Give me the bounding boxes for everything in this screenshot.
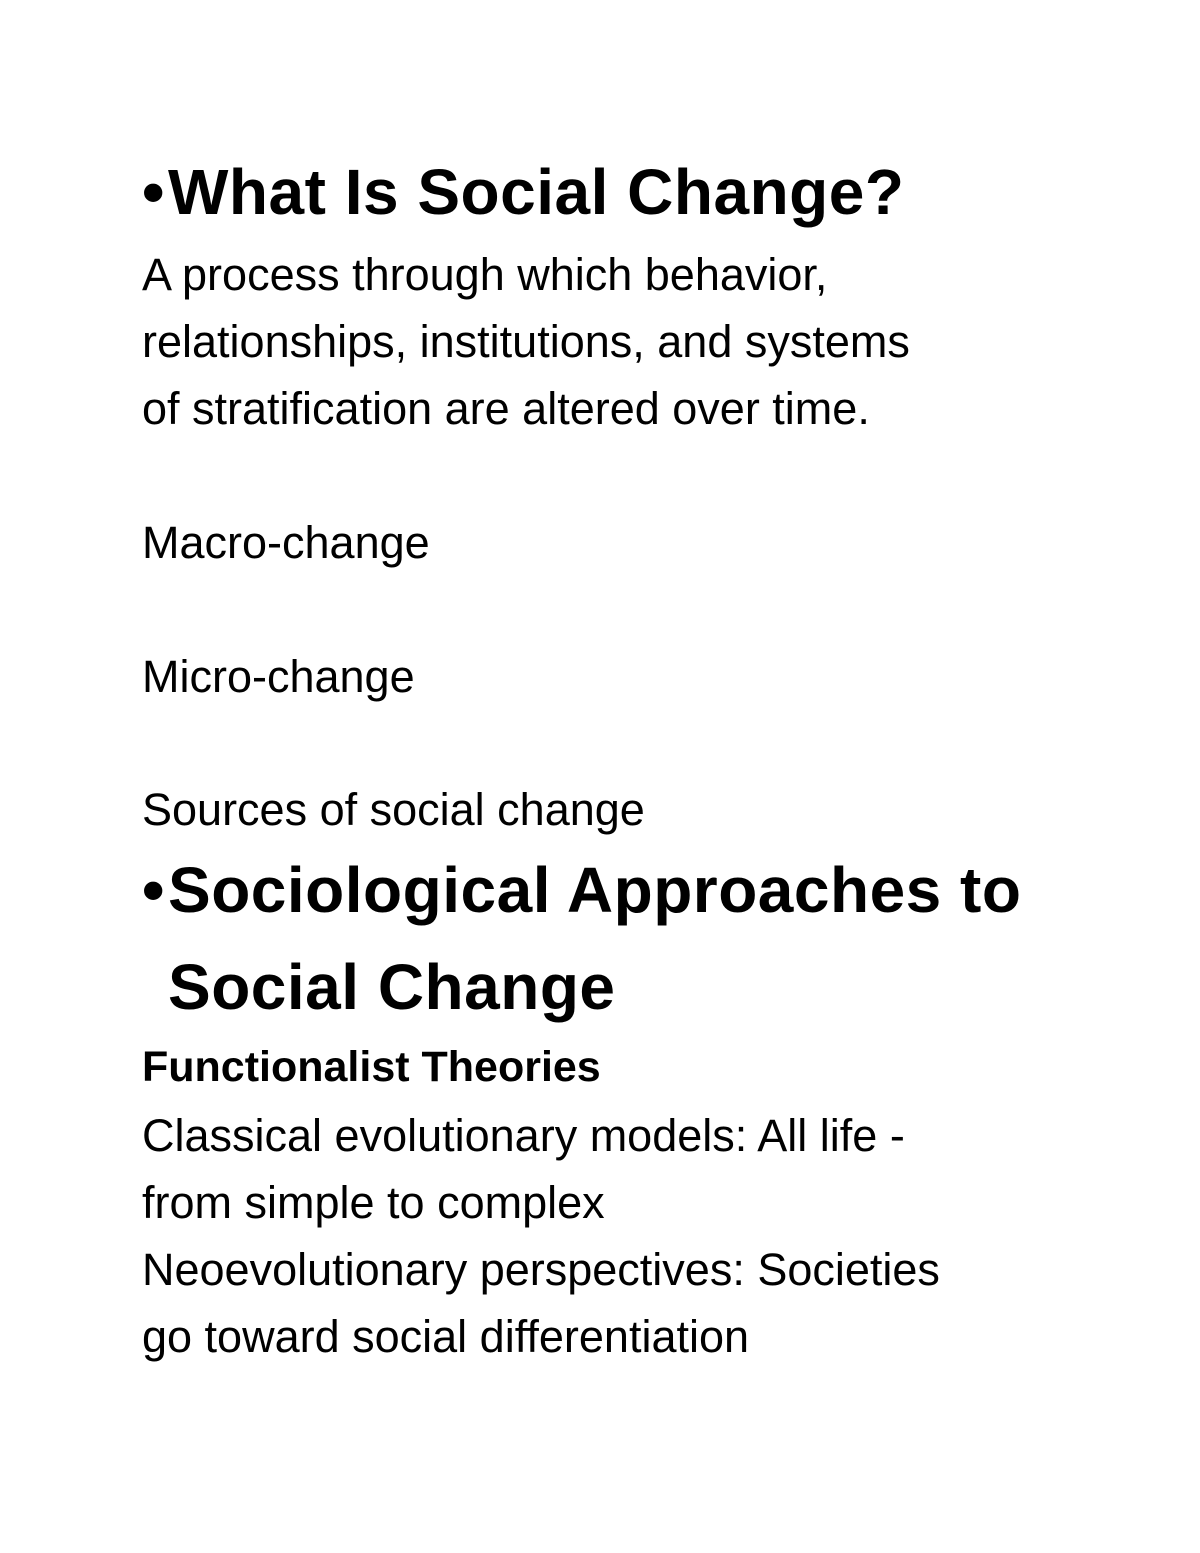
list-item-sources-of-social-change: Sources of social change xyxy=(142,784,645,835)
bullet-glyph: • xyxy=(142,854,165,926)
section-title: What Is Social Change? xyxy=(168,156,905,228)
bullet-glyph: • xyxy=(142,156,165,228)
section-title-line: Sociological Approaches to xyxy=(168,854,1022,926)
section-title-line: Social Change xyxy=(168,951,616,1023)
list-item-micro-change: Micro-change xyxy=(142,651,415,702)
body-line: Neoevolutionary perspectives: Societies xyxy=(142,1244,940,1295)
section-heading-sociological-approaches xyxy=(142,854,1022,926)
body-line: from simple to complex xyxy=(142,1177,605,1228)
body-line: go toward social differentiation xyxy=(142,1311,750,1362)
definition-line: relationships, institutions, and systems xyxy=(142,316,910,367)
definition-line: of stratification are altered over time. xyxy=(142,383,870,434)
body-line: Classical evolutionary models: All life - xyxy=(142,1110,905,1161)
list-item-macro-change: Macro-change xyxy=(142,517,430,568)
section-heading-what-is-social-change xyxy=(142,156,905,228)
definition-line: A process through which behavior, xyxy=(142,249,828,300)
subheading-functionalist-theories: Functionalist Theories xyxy=(142,1043,601,1091)
